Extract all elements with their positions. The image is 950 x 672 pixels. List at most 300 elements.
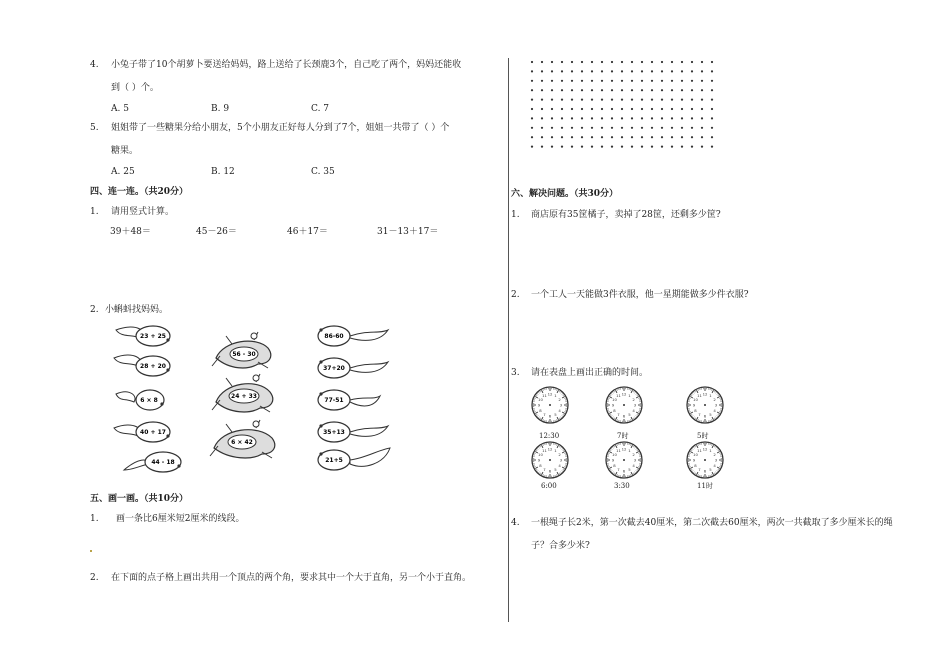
grid-dot — [681, 146, 683, 148]
tadpole-left-4-label: 40 + 17 — [140, 429, 166, 436]
grid-dot — [591, 70, 593, 72]
grid-dot — [701, 136, 703, 138]
grid-dot — [601, 127, 603, 129]
grid-dot — [591, 80, 593, 82]
grid-dot — [661, 99, 663, 101]
s6-q1-number: 1. — [511, 210, 520, 220]
clock-numeral: 6 — [548, 468, 552, 474]
frog-2-label: 24 + 33 — [231, 393, 257, 400]
clock-numeral: 5 — [554, 467, 557, 473]
clock-center — [623, 404, 625, 406]
grid-dot — [621, 70, 623, 72]
grid-dot — [701, 117, 703, 119]
tadpole-right-3-label: 77-51 — [324, 397, 344, 404]
clock-numeral: 12 — [702, 446, 708, 452]
clock-numeral: 9 — [537, 457, 541, 463]
tadpole-left-2-label: 28 + 20 — [140, 363, 166, 370]
grid-dot — [551, 61, 553, 63]
grid-dot — [651, 61, 653, 63]
grid-dot — [551, 80, 553, 82]
grid-dot — [561, 80, 563, 82]
grid-dot — [641, 70, 643, 72]
grid-dot — [661, 146, 663, 148]
grid-dot — [621, 127, 623, 129]
grid-dot — [651, 108, 653, 110]
grid-dot — [551, 127, 553, 129]
grid-dot — [551, 108, 553, 110]
frog-3-label: 6 × 42 — [231, 439, 253, 446]
clock-numeral: 9 — [692, 457, 696, 463]
tadpole-right-2-label: 37+20 — [323, 365, 345, 372]
grid-dot — [651, 99, 653, 101]
grid-dot — [661, 70, 663, 72]
grid-dot — [541, 146, 543, 148]
clock-numeral: 6 — [703, 413, 707, 419]
section6-title: 六、解决问题。（共30分） — [511, 189, 619, 199]
grid-dot — [551, 99, 553, 101]
clock-5[interactable] — [604, 440, 644, 483]
grid-dot — [571, 89, 573, 91]
clock-numeral: 1 — [709, 447, 712, 453]
grid-dot — [681, 61, 683, 63]
clock-numeral: 3 — [714, 402, 718, 408]
grid-dot — [681, 127, 683, 129]
grid-dot — [671, 61, 673, 63]
grid-dot — [591, 99, 593, 101]
grid-dot — [711, 117, 713, 119]
tadpole-left-4[interactable] — [114, 422, 170, 442]
tadpole-left-3-label: 6 × 8 — [140, 397, 158, 404]
clock-numeral: 3 — [559, 402, 563, 408]
grid-dot — [651, 136, 653, 138]
clock-numeral: 6 — [703, 468, 707, 474]
section5-title: 五、画一画。（共10分） — [90, 494, 189, 504]
clock-numeral: 7 — [543, 467, 546, 473]
clock-5-label: 3:30 — [614, 482, 630, 490]
grid-dot — [531, 117, 533, 119]
grid-dot — [611, 80, 613, 82]
grid-dot — [651, 117, 653, 119]
tadpole-right-1-label: 86-60 — [324, 333, 344, 340]
grid-dot — [561, 127, 563, 129]
grid-dot — [541, 80, 543, 82]
clock-numeral: 11 — [697, 447, 702, 453]
grid-dot — [641, 80, 643, 82]
grid-dot — [581, 127, 583, 129]
q5-option-c: C. 35 — [311, 167, 335, 177]
grid-dot — [531, 80, 533, 82]
tadpole-right-2[interactable] — [318, 358, 388, 378]
grid-dot — [621, 80, 623, 82]
grid-dot — [651, 89, 653, 91]
s5-q2-text: 在下面的点子格上画出共用一个顶点的两个角，要求其中一个大于直角，另一个小于直角。 — [111, 573, 472, 583]
grid-dot — [591, 136, 593, 138]
grid-dot — [551, 89, 553, 91]
grid-dot — [571, 61, 573, 63]
clock-numeral: 2 — [713, 397, 716, 402]
grid-dot — [581, 89, 583, 91]
grid-dot — [661, 80, 663, 82]
q4-option-c: C. 7 — [311, 104, 330, 114]
clock-numeral: 7 — [617, 412, 620, 418]
grid-dot — [561, 146, 563, 148]
grid-dot — [691, 127, 693, 129]
s6-q3-number: 3. — [511, 368, 520, 378]
grid-dot — [641, 89, 643, 91]
grid-dot — [631, 136, 633, 138]
dot-grid[interactable] — [528, 58, 718, 150]
clock-numeral: 3 — [633, 457, 637, 463]
grid-dot — [591, 61, 593, 63]
grid-dot — [701, 127, 703, 129]
grid-dot — [711, 61, 713, 63]
q4-option-a: A. 5 — [111, 104, 129, 114]
grid-dot — [691, 70, 693, 72]
grid-dot — [631, 80, 633, 82]
grid-dot — [661, 89, 663, 91]
grid-dot — [631, 117, 633, 119]
tadpole-right-4[interactable] — [318, 422, 388, 442]
grid-dot — [661, 117, 663, 119]
grid-dot — [671, 80, 673, 82]
clock-numeral: 7 — [617, 467, 620, 473]
clock-1-label: 12:30 — [539, 432, 560, 440]
clock-numeral: 2 — [558, 397, 561, 402]
clock-numeral: 2 — [558, 452, 561, 457]
clock-numeral: 7 — [543, 412, 546, 418]
clock-numeral: 1 — [709, 392, 712, 398]
grid-dot — [681, 136, 683, 138]
q4-text-line1: 小兔子带了10个胡萝卜要送给妈妈，路上送给了长颈鹿3个，自己吃了两个，妈妈还能收 — [111, 60, 462, 70]
grid-dot — [631, 89, 633, 91]
grid-dot — [661, 127, 663, 129]
grid-dot — [691, 99, 693, 101]
grid-dot — [671, 136, 673, 138]
grid-dot — [601, 61, 603, 63]
grid-dot — [541, 70, 543, 72]
grid-dot — [651, 146, 653, 148]
clock-4[interactable] — [530, 440, 570, 483]
grid-dot — [701, 70, 703, 72]
q4-option-b: B. 9 — [211, 104, 230, 114]
frog-3[interactable] — [210, 420, 275, 458]
clock-2-label: 7时 — [617, 432, 629, 440]
grid-dot — [581, 99, 583, 101]
grid-dot — [671, 146, 673, 148]
clock-numeral: 6 — [622, 413, 626, 419]
grid-dot — [631, 146, 633, 148]
clock-numeral: 5 — [628, 412, 631, 418]
grid-dot — [671, 70, 673, 72]
q5-text-line1: 姐姐带了一些糖果分给小朋友，5个小朋友正好每人分到了7个，姐姐一共带了（ ）个 — [111, 123, 450, 133]
clock-numeral: 8 — [539, 463, 542, 468]
section4-title: 四、连一连。（共20分） — [90, 187, 189, 197]
grid-dot — [561, 70, 563, 72]
clock-numeral: 4 — [713, 463, 716, 468]
clock-numeral: 8 — [694, 408, 697, 413]
grid-dot — [591, 117, 593, 119]
s6-q4-text-line1: 一根绳子长2米，第一次截去40厘米，第二次截去60厘米，两次一共截取了多少厘米长的绳 — [531, 518, 893, 528]
grid-dot — [571, 117, 573, 119]
grid-dot — [591, 146, 593, 148]
clock-numeral: 2 — [632, 452, 635, 457]
calc-1: 39＋48＝ — [110, 227, 151, 237]
grid-dot — [561, 117, 563, 119]
grid-dot — [531, 61, 533, 63]
tadpole-left-5-label: 44 - 18 — [151, 459, 175, 466]
grid-dot — [531, 70, 533, 72]
grid-dot — [631, 61, 633, 63]
clock-numeral: 5 — [709, 467, 712, 473]
clock-center — [549, 459, 551, 461]
grid-dot — [641, 117, 643, 119]
clock-numeral: 6 — [622, 468, 626, 474]
clock-numeral: 10 — [538, 452, 543, 457]
q5-text-line2: 糖果。 — [111, 146, 139, 156]
grid-dot — [611, 70, 613, 72]
grid-dot — [661, 108, 663, 110]
grid-dot — [641, 136, 643, 138]
grid-dot — [611, 89, 613, 91]
grid-dot — [531, 146, 533, 148]
grid-dot — [691, 146, 693, 148]
grid-dot — [581, 146, 583, 148]
grid-dot — [711, 146, 713, 148]
grid-dot — [621, 108, 623, 110]
clock-center — [704, 459, 706, 461]
grid-dot — [651, 127, 653, 129]
tadpole-matching-figure — [108, 318, 408, 478]
grid-dot — [651, 70, 653, 72]
clock-numeral: 4 — [558, 463, 561, 468]
grid-dot — [621, 61, 623, 63]
grid-dot — [671, 127, 673, 129]
grid-dot — [641, 99, 643, 101]
grid-dot — [591, 127, 593, 129]
grid-dot — [611, 117, 613, 119]
clock-numeral: 11 — [542, 392, 547, 398]
s5-q1-text: 画一条比6厘米短2厘米的线段。 — [116, 514, 245, 524]
tadpole-left-2[interactable] — [114, 355, 170, 376]
grid-dot — [601, 99, 603, 101]
clock-numeral: 11 — [697, 392, 702, 398]
grid-dot — [681, 70, 683, 72]
frog-1[interactable] — [212, 332, 271, 368]
clock-numeral: 4 — [558, 408, 561, 413]
grid-dot — [631, 70, 633, 72]
grid-dot — [671, 108, 673, 110]
q5-number: 5. — [90, 123, 99, 133]
grid-dot — [671, 89, 673, 91]
tadpole-right-5[interactable] — [318, 448, 390, 470]
grid-dot — [701, 146, 703, 148]
grid-dot — [591, 89, 593, 91]
grid-dot — [581, 80, 583, 82]
grid-dot — [581, 117, 583, 119]
column-divider — [508, 58, 509, 622]
s4-q2-number: 2. — [90, 305, 99, 315]
grid-dot — [631, 127, 633, 129]
grid-dot — [571, 127, 573, 129]
s6-q2-number: 2. — [511, 290, 520, 300]
grid-dot — [701, 61, 703, 63]
grid-dot — [691, 89, 693, 91]
grid-dot — [531, 136, 533, 138]
clock-numeral: 9 — [692, 402, 696, 408]
clock-6-label: 11时 — [697, 482, 713, 490]
grid-dot — [681, 89, 683, 91]
clock-numeral: 3 — [714, 457, 718, 463]
frog-2[interactable] — [212, 374, 273, 412]
tadpole-left-5[interactable] — [124, 452, 181, 472]
tadpole-left-3[interactable] — [116, 390, 164, 410]
grid-dot — [711, 108, 713, 110]
grid-dot — [531, 108, 533, 110]
clock-numeral: 12 — [547, 446, 553, 452]
calc-2: 45－26＝ — [196, 227, 237, 237]
clock-numeral: 12 — [702, 391, 708, 397]
clock-numeral: 4 — [632, 463, 635, 468]
clock-numeral: 10 — [538, 397, 543, 402]
clock-numeral: 1 — [554, 447, 557, 453]
grid-dot — [531, 99, 533, 101]
grid-dot — [611, 146, 613, 148]
tadpole-right-4-label: 35+13 — [323, 429, 345, 436]
stray-mark — [90, 550, 92, 552]
tadpole-right-5-label: 21+5 — [325, 457, 343, 464]
grid-dot — [631, 99, 633, 101]
grid-dot — [541, 117, 543, 119]
tadpole-left-1-label: 23 + 25 — [140, 333, 166, 340]
clock-numeral: 2 — [632, 397, 635, 402]
grid-dot — [571, 108, 573, 110]
clock-numeral: 10 — [612, 452, 617, 457]
grid-dot — [701, 99, 703, 101]
q5-option-a: A. 25 — [111, 167, 135, 177]
grid-dot — [531, 127, 533, 129]
grid-dot — [551, 70, 553, 72]
grid-dot — [621, 146, 623, 148]
grid-dot — [611, 99, 613, 101]
grid-dot — [681, 99, 683, 101]
grid-dot — [621, 89, 623, 91]
tadpole-left-1[interactable] — [116, 326, 170, 346]
calc-4: 31－13＋17＝ — [377, 227, 439, 237]
grid-dot — [541, 61, 543, 63]
grid-dot — [711, 80, 713, 82]
clock-numeral: 3 — [559, 457, 563, 463]
grid-dot — [601, 80, 603, 82]
grid-dot — [611, 136, 613, 138]
clock-numeral: 5 — [554, 412, 557, 418]
clock-numeral: 10 — [693, 452, 698, 457]
clock-numeral: 9 — [537, 402, 541, 408]
grid-dot — [561, 89, 563, 91]
frog-1-label: 56 - 30 — [232, 351, 256, 358]
grid-dot — [641, 146, 643, 148]
grid-dot — [581, 108, 583, 110]
grid-dot — [611, 61, 613, 63]
grid-dot — [691, 61, 693, 63]
grid-dot — [651, 80, 653, 82]
clock-numeral: 10 — [612, 397, 617, 402]
calc-3: 46＋17＝ — [287, 227, 328, 237]
grid-dot — [691, 117, 693, 119]
grid-dot — [611, 108, 613, 110]
grid-dot — [561, 61, 563, 63]
clock-numeral: 5 — [628, 467, 631, 473]
clock-center — [549, 404, 551, 406]
clock-numeral: 11 — [542, 447, 547, 453]
clock-3[interactable] — [685, 385, 725, 428]
clock-numeral: 11 — [616, 392, 621, 398]
clock-center — [704, 404, 706, 406]
grid-dot — [701, 80, 703, 82]
grid-dot — [541, 89, 543, 91]
clock-3-label: 5时 — [697, 432, 709, 440]
grid-dot — [641, 61, 643, 63]
clock-numeral: 9 — [611, 402, 615, 408]
grid-dot — [551, 136, 553, 138]
s6-q4-number: 4. — [511, 518, 520, 528]
grid-dot — [621, 117, 623, 119]
clock-numeral: 8 — [539, 408, 542, 413]
s4-q1-number: 1. — [90, 207, 99, 217]
tadpole-right-3[interactable] — [318, 390, 380, 410]
grid-dot — [541, 136, 543, 138]
clock-2[interactable] — [604, 385, 644, 428]
s6-q4-text-line2: 子？合多少米? — [531, 541, 590, 551]
grid-dot — [661, 61, 663, 63]
clock-numeral: 7 — [698, 467, 701, 473]
grid-dot — [581, 136, 583, 138]
q5-option-b: B. 12 — [211, 167, 235, 177]
grid-dot — [691, 80, 693, 82]
s6-q3-text: 请在表盘上画出正确的时间。 — [531, 368, 649, 378]
grid-dot — [641, 108, 643, 110]
grid-dot — [601, 117, 603, 119]
grid-dot — [621, 99, 623, 101]
grid-dot — [571, 146, 573, 148]
clock-numeral: 2 — [713, 452, 716, 457]
clock-6[interactable] — [685, 440, 725, 483]
grid-dot — [641, 127, 643, 129]
grid-dot — [701, 108, 703, 110]
tadpole-right-1[interactable] — [318, 326, 388, 346]
s4-q1-text: 请用竖式计算。 — [111, 207, 175, 217]
clock-numeral: 1 — [628, 392, 631, 398]
clock-numeral: 6 — [548, 413, 552, 419]
grid-dot — [581, 61, 583, 63]
grid-dot — [571, 70, 573, 72]
grid-dot — [551, 146, 553, 148]
grid-dot — [541, 127, 543, 129]
grid-dot — [561, 108, 563, 110]
grid-dot — [621, 136, 623, 138]
clock-numeral: 4 — [632, 408, 635, 413]
clock-numeral: 12 — [621, 391, 627, 397]
grid-dot — [571, 99, 573, 101]
grid-dot — [711, 89, 713, 91]
s5-q2-number: 2. — [90, 573, 99, 583]
grid-dot — [541, 108, 543, 110]
grid-dot — [561, 136, 563, 138]
clock-1[interactable] — [530, 385, 570, 428]
clock-numeral: 8 — [613, 463, 616, 468]
s4-q2-text: 小蝌蚪找妈妈。 — [105, 305, 169, 315]
clock-4-label: 6:00 — [541, 482, 557, 490]
grid-dot — [681, 80, 683, 82]
